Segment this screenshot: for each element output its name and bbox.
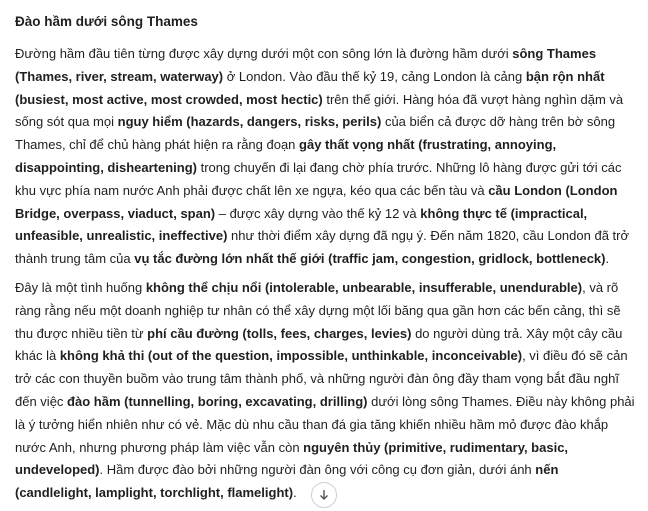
bold-term: cầu London (London Bridge, overpass, viaduct, span) (15, 182, 618, 221)
bold-term: không thể chịu nổi (intolerable, unbearable, insufferable, unendurable) (145, 279, 583, 295)
text-run: , vì điều đó sẽ cản trở các con thuyền buồm vào trung tâm thành phố, và những người đàn ông đầy tham vọng bắt đầu nghĩ đến việc (15, 348, 628, 409)
text-run: của biển cả được dỡ hàng trên bờ sông Thames, chỉ để chủ hàng phát hiện ra rằng đoạn (15, 114, 616, 153)
document (15, 14, 635, 511)
bold-term: nến (candlelight, lamplight, torchlight, flamelight) (15, 462, 559, 501)
arrow-down-icon (319, 489, 329, 501)
bold-term: đào hầm (tunnelling, boring, excavating, drilling) (67, 393, 368, 409)
text-run: . (605, 251, 610, 267)
text-run: như thời điểm xây dựng đã ngụ ý. Đến năm 1820, cầu London đã trở thành trung tâm của (15, 228, 629, 267)
bold-term: không khả thi (out of the question, impossible, unthinkable, inconceivable) (59, 348, 523, 364)
text-run: . Hầm được đào bởi những người đàn ông với công cụ đơn giản, dưới ánh (99, 462, 536, 478)
bold-term: nguyên thủy (primitive, rudimentary, basic, undeveloped) (15, 439, 569, 478)
bold-term: phí cầu đường (tolls, fees, charges, levies) (147, 325, 412, 341)
text-run: do người dùng trả. Xây một cây cầu khác là (15, 325, 623, 364)
text-run: , và rõ ràng rằng nếu một doanh nghiệp tư nhân có thể xây dựng một lối băng qua gần hơn các bến cảng, thì sẽ thu được nhiều tiền từ (15, 279, 621, 341)
bold-term: gây thất vọng nhất (frustrating, annoying, disappointing, disheartening) (15, 137, 557, 175)
paragraph (15, 43, 635, 271)
bold-term: sông Thames (Thames, river, stream, waterway) (15, 46, 597, 84)
bold-term: không thực tế (impractical, unfeasible, unrealistic, ineffective) (15, 205, 588, 244)
text-run: trong chuyến đi lại đang chờ phía trước. Những lô hàng được gửi tới các khu vực phía nam nước Anh phải được chất lên xe ngựa, kéo qua các bến tàu và (15, 159, 622, 198)
bold-term: nguy hiểm (hazards, dangers, risks, perils) (117, 114, 382, 130)
text-run: Đường hầm đầu tiên từng được xây dựng dưới một con sông lớn là đường hầm dưới (15, 46, 513, 61)
bold-term: bận rộn nhất (busiest, most active, most crowded, most hectic) (15, 68, 605, 107)
text-run: – được xây dựng vào thế kỷ 12 và (215, 205, 421, 221)
text-run: trên thế giới. Hàng hóa đã vượt hàng nghìn dặm và sống sót qua mọi (15, 91, 624, 130)
scroll-down-button[interactable] (311, 482, 337, 508)
text-run: . (293, 485, 297, 501)
text-run: dưới lòng sông Thames. Điều này không phải là ý tưởng hiển nhiên như có vẻ. Mặc dù nhu cầu than đá gia tăng khiến nhiều hầm mỏ được đào khắp nước Anh, nhưng phương pháp làm việc vẫn còn (15, 393, 635, 455)
paragraph (15, 277, 635, 505)
text-run: ở London. Vào đầu thế kỷ 19, cảng London là cảng (223, 68, 526, 84)
page-title: Đào hầm dưới sông Thames (15, 14, 198, 29)
text-run: Đây là một tình huống (15, 279, 146, 295)
bold-term: vụ tắc đường lớn nhất thế giới (traffic jam, congestion, gridlock, bottleneck) (134, 251, 606, 267)
